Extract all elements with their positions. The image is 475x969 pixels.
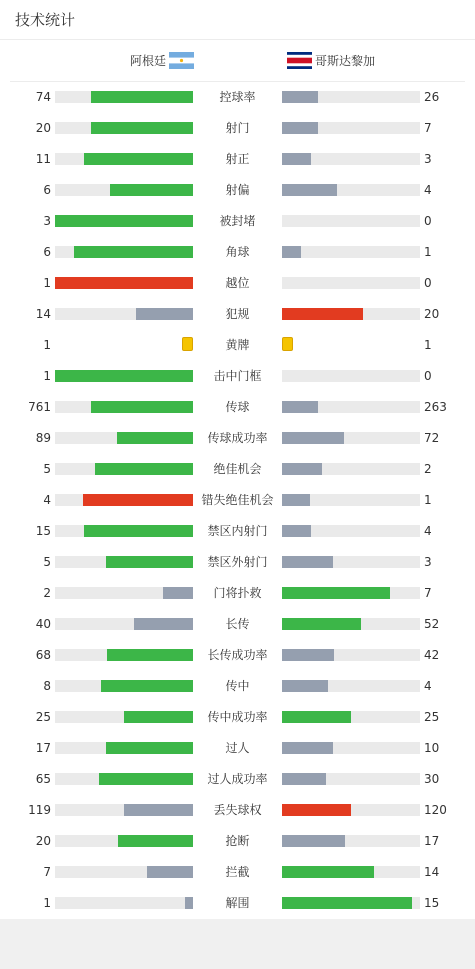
away-bar-track xyxy=(282,494,420,506)
home-bar-track xyxy=(55,587,193,599)
stat-label: 射正 xyxy=(225,152,250,166)
stat-label: 黄牌 xyxy=(225,338,250,352)
stat-row xyxy=(0,888,475,919)
home-bar-track xyxy=(55,184,193,196)
home-bar-track xyxy=(55,897,193,909)
stat-row xyxy=(0,361,475,392)
away-value: 4 xyxy=(424,524,432,538)
stat-row xyxy=(0,795,475,826)
away-bar xyxy=(282,773,326,785)
away-bar xyxy=(282,587,390,599)
away-value: 15 xyxy=(424,896,440,910)
home-bar-track xyxy=(55,277,193,289)
away-team-name: 哥斯达黎加 xyxy=(315,53,376,68)
home-bar xyxy=(91,91,193,103)
home-value: 89 xyxy=(35,431,51,445)
away-bar-track xyxy=(282,122,420,134)
home-bar xyxy=(84,525,193,537)
stat-label: 击中门框 xyxy=(213,369,262,383)
away-bar-track xyxy=(282,649,420,661)
away-value: 1 xyxy=(424,493,432,507)
away-bar xyxy=(282,804,351,816)
away-bar-track xyxy=(282,680,420,692)
away-bar xyxy=(282,835,345,847)
away-value: 3 xyxy=(424,555,432,569)
away-value: 72 xyxy=(424,431,440,445)
away-bar-track xyxy=(282,277,420,289)
title-bar xyxy=(0,0,475,40)
home-bar-track xyxy=(55,370,193,382)
stat-row xyxy=(0,702,475,733)
away-value: 263 xyxy=(424,400,447,414)
away-bar xyxy=(282,463,322,475)
stat-label: 过人成功率 xyxy=(207,772,268,786)
home-value: 7 xyxy=(43,865,51,879)
home-team-name: 阿根廷 xyxy=(129,53,166,68)
stat-label: 禁区外射门 xyxy=(207,555,268,569)
away-value: 7 xyxy=(424,586,432,600)
away-bar-track xyxy=(282,711,420,723)
home-bar-track xyxy=(55,711,193,723)
away-bar xyxy=(282,556,333,568)
away-value: 0 xyxy=(424,214,432,228)
away-bar xyxy=(282,184,337,196)
home-bar xyxy=(91,401,193,413)
home-value: 74 xyxy=(35,90,51,104)
home-value: 68 xyxy=(35,648,51,662)
stat-row xyxy=(0,485,475,516)
stat-label: 长传成功率 xyxy=(207,648,268,662)
home-value: 6 xyxy=(43,183,51,197)
away-value: 4 xyxy=(424,183,432,197)
home-bar xyxy=(107,649,193,661)
stats-list xyxy=(0,82,475,919)
stat-row xyxy=(0,237,475,268)
away-bar xyxy=(282,122,318,134)
away-bar-track xyxy=(282,308,420,320)
stat-label: 传中成功率 xyxy=(207,710,268,724)
stat-row xyxy=(0,144,475,175)
home-team xyxy=(130,52,194,69)
stat-label: 传中 xyxy=(225,679,250,693)
away-bar-track xyxy=(282,897,420,909)
away-bar-track xyxy=(282,618,420,630)
home-bar xyxy=(147,866,193,878)
away-bar xyxy=(282,401,318,413)
home-bar xyxy=(55,370,193,382)
home-bar xyxy=(118,835,193,847)
stat-label: 丢失球权 xyxy=(213,803,262,817)
away-value: 4 xyxy=(424,679,432,693)
home-value: 1 xyxy=(43,338,51,352)
stat-row xyxy=(0,268,475,299)
home-bar-track xyxy=(55,308,193,320)
home-bar xyxy=(84,153,193,165)
away-bar-track xyxy=(282,153,420,165)
stat-row xyxy=(0,516,475,547)
costa-rica-flag-icon xyxy=(287,52,312,69)
yellow-card-icon xyxy=(282,337,293,351)
home-bar-track xyxy=(55,215,193,227)
away-value: 3 xyxy=(424,152,432,166)
home-bar-track xyxy=(55,618,193,630)
home-bar xyxy=(106,742,193,754)
away-value: 1 xyxy=(424,245,432,259)
away-bar xyxy=(282,153,311,165)
home-bar xyxy=(110,184,193,196)
home-bar-track xyxy=(55,122,193,134)
home-bar-track xyxy=(55,649,193,661)
away-value: 2 xyxy=(424,462,432,476)
home-bar-track xyxy=(55,401,193,413)
home-value: 6 xyxy=(43,245,51,259)
stat-label: 射偏 xyxy=(225,183,250,197)
home-value: 2 xyxy=(43,586,51,600)
home-bar-track xyxy=(55,804,193,816)
home-bar xyxy=(124,711,193,723)
stat-label: 门将扑救 xyxy=(213,586,262,600)
home-value: 25 xyxy=(35,710,51,724)
stat-row xyxy=(0,206,475,237)
away-bar-track xyxy=(282,215,420,227)
home-value: 14 xyxy=(35,307,51,321)
away-bar xyxy=(282,91,318,103)
home-value: 1 xyxy=(43,369,51,383)
away-value: 20 xyxy=(424,307,440,321)
stat-row xyxy=(0,299,475,330)
away-bar-track xyxy=(282,432,420,444)
stat-row xyxy=(0,392,475,423)
stat-label: 角球 xyxy=(225,245,250,259)
home-value: 3 xyxy=(43,214,51,228)
home-bar-track xyxy=(55,773,193,785)
away-bar-track xyxy=(282,246,420,258)
away-bar-track xyxy=(282,525,420,537)
stat-row xyxy=(0,578,475,609)
stat-row xyxy=(0,82,475,113)
stat-label: 射门 xyxy=(225,121,250,135)
away-bar xyxy=(282,742,333,754)
away-bar xyxy=(282,897,412,909)
away-bar-track xyxy=(282,401,420,413)
home-bar xyxy=(185,897,193,909)
home-bar xyxy=(101,680,193,692)
home-bar xyxy=(83,494,193,506)
stat-row xyxy=(0,113,475,144)
home-value: 4 xyxy=(43,493,51,507)
home-bar xyxy=(99,773,193,785)
away-bar-track xyxy=(282,742,420,754)
stat-row xyxy=(0,547,475,578)
page-title: 技术统计 xyxy=(15,11,76,29)
stat-row xyxy=(0,857,475,888)
away-value: 1 xyxy=(424,338,432,352)
stat-row xyxy=(0,733,475,764)
away-bar-track xyxy=(282,463,420,475)
away-value: 10 xyxy=(424,741,440,755)
away-value: 0 xyxy=(424,369,432,383)
away-bar xyxy=(282,618,361,630)
home-bar xyxy=(74,246,193,258)
home-value: 17 xyxy=(35,741,51,755)
away-bar xyxy=(282,649,334,661)
stat-label: 抢断 xyxy=(225,834,250,848)
away-bar xyxy=(282,494,310,506)
stat-row xyxy=(0,640,475,671)
home-bar-track xyxy=(55,432,193,444)
stat-label: 越位 xyxy=(225,276,250,290)
stat-label: 长传 xyxy=(225,617,250,631)
home-bar xyxy=(163,587,193,599)
stat-label: 控球率 xyxy=(219,90,256,104)
home-bar-track xyxy=(55,246,193,258)
away-bar-track xyxy=(282,773,420,785)
away-bar xyxy=(282,432,344,444)
stat-row xyxy=(0,454,475,485)
stat-label: 解围 xyxy=(225,896,250,910)
stat-row xyxy=(0,671,475,702)
home-bar-track xyxy=(55,556,193,568)
home-bar-track xyxy=(55,525,193,537)
stat-row xyxy=(0,826,475,857)
away-value: 120 xyxy=(424,803,447,817)
away-bar-track xyxy=(282,91,420,103)
stat-label: 绝佳机会 xyxy=(213,462,262,476)
stat-row xyxy=(0,609,475,640)
away-value: 7 xyxy=(424,121,432,135)
home-bar-track xyxy=(55,742,193,754)
away-bar xyxy=(282,246,301,258)
home-value: 65 xyxy=(35,772,51,786)
stat-row xyxy=(0,764,475,795)
home-bar-track xyxy=(55,494,193,506)
stat-label: 错失绝佳机会 xyxy=(201,493,274,507)
home-bar-track xyxy=(55,463,193,475)
stat-row xyxy=(0,175,475,206)
away-bar-track xyxy=(282,556,420,568)
yellow-card-icon xyxy=(182,337,193,351)
home-value: 20 xyxy=(35,834,51,848)
away-bar-track xyxy=(282,804,420,816)
away-value: 30 xyxy=(424,772,440,786)
home-value: 761 xyxy=(28,400,51,414)
away-bar xyxy=(282,308,363,320)
away-bar xyxy=(282,680,328,692)
home-value: 11 xyxy=(35,152,51,166)
stat-label: 过人 xyxy=(225,741,250,755)
home-value: 15 xyxy=(35,524,51,538)
home-bar xyxy=(136,308,193,320)
home-value: 20 xyxy=(35,121,51,135)
home-value: 119 xyxy=(28,803,51,817)
home-bar-track xyxy=(55,680,193,692)
home-bar xyxy=(95,463,193,475)
home-value: 5 xyxy=(43,462,51,476)
away-bar xyxy=(282,866,374,878)
away-value: 26 xyxy=(424,90,440,104)
home-bar xyxy=(124,804,193,816)
home-value: 1 xyxy=(43,276,51,290)
away-value: 14 xyxy=(424,865,440,879)
home-bar xyxy=(134,618,193,630)
stat-label: 犯规 xyxy=(225,307,250,321)
home-bar xyxy=(117,432,193,444)
home-bar-track xyxy=(55,153,193,165)
home-bar xyxy=(106,556,193,568)
away-value: 0 xyxy=(424,276,432,290)
away-bar-track xyxy=(282,587,420,599)
home-bar-track xyxy=(55,866,193,878)
away-value: 17 xyxy=(424,834,440,848)
away-value: 42 xyxy=(424,648,440,662)
away-bar-track xyxy=(282,835,420,847)
away-value: 52 xyxy=(424,617,440,631)
away-bar-track xyxy=(282,866,420,878)
stat-row xyxy=(0,330,475,361)
away-bar-track xyxy=(282,370,420,382)
argentina-flag-icon xyxy=(169,52,194,69)
home-value: 1 xyxy=(43,896,51,910)
stat-row xyxy=(0,423,475,454)
stat-label: 传球成功率 xyxy=(207,431,268,445)
home-bar-track xyxy=(55,835,193,847)
stat-label: 传球 xyxy=(225,400,250,414)
home-bar-track xyxy=(55,91,193,103)
teams-header xyxy=(0,40,475,81)
home-value: 40 xyxy=(35,617,51,631)
away-value: 25 xyxy=(424,710,440,724)
stat-label: 禁区内射门 xyxy=(207,524,268,538)
away-bar xyxy=(282,525,311,537)
away-team xyxy=(287,52,375,69)
stat-label: 被封堵 xyxy=(219,214,256,228)
away-bar xyxy=(282,711,351,723)
home-value: 5 xyxy=(43,555,51,569)
home-bar xyxy=(55,277,193,289)
stat-label: 拦截 xyxy=(225,865,250,879)
away-bar-track xyxy=(282,184,420,196)
home-bar xyxy=(91,122,193,134)
home-bar xyxy=(55,215,193,227)
home-value: 8 xyxy=(43,679,51,693)
